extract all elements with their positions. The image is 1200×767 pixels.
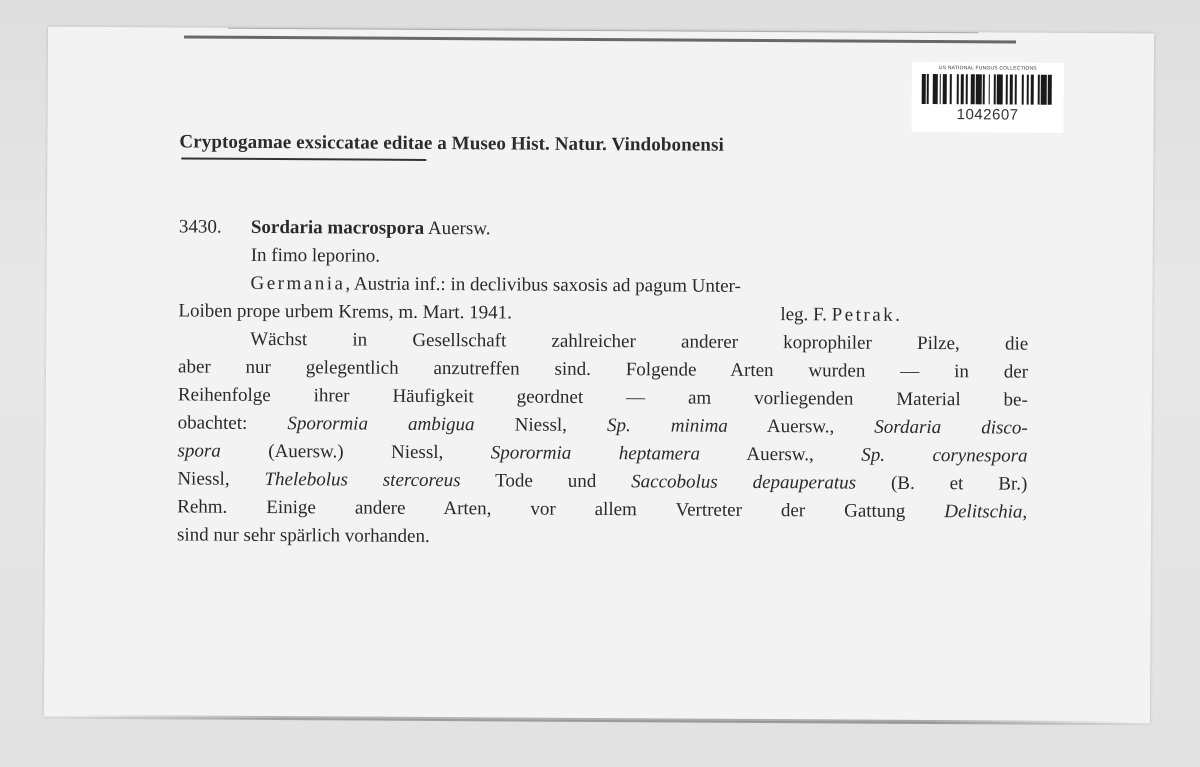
barcode-bar	[1051, 75, 1053, 105]
collector-line	[780, 301, 902, 330]
species-name: Sordaria macrospora	[250, 216, 425, 239]
notes-text-5b: Auersw.,	[699, 443, 862, 466]
locality-2: Loiben prope urbem Krems, m. Mart. 1941.	[178, 300, 512, 324]
label-text	[177, 213, 1029, 554]
notes-text-3: Reihenfolge ihrer Häufigkeit geordnet — am vorliegenden Material be-	[177, 384, 1028, 411]
substrate: In fimo leporino.	[250, 244, 381, 267]
taxon-sporormia-heptamera: Sporormia heptamera	[490, 442, 701, 465]
locality-1: , Austria inf.: in declivibus saxosis ad pagum Unter-	[345, 273, 741, 297]
notes-text-2: aber nur gelegentlich anzutreffen sind. Folgende Arten wurden — in der	[177, 356, 1029, 383]
barcode-label	[911, 62, 1063, 133]
taxon-thelebolus-stercoreus: Thelebolus stercoreus	[264, 468, 461, 492]
taxon-sp-corynespora: Sp. corynespora	[861, 444, 1028, 467]
notes-text-6c: (B. et Br.)	[856, 472, 1028, 495]
taxon-sordaria-discospora-part2: spora	[177, 440, 221, 462]
taxon-sporormia-ambigua: Sporormia ambigua	[287, 413, 475, 436]
notes-text-7a: Rehm. Einige andere Arten, vor allem Vertreter der Gattung	[177, 496, 945, 523]
taxon-delitschia: Delitschia	[944, 501, 1023, 523]
species-author: Auersw.	[427, 217, 491, 240]
herbarium-label	[44, 27, 1154, 724]
notes-text-4c: Auersw.,	[727, 415, 875, 438]
taxon-sp-minima: Sp. minima	[606, 415, 728, 437]
notes-line-8	[177, 521, 1027, 554]
entry-number: 3430.	[178, 216, 222, 238]
notes-text-6a: Niessl,	[177, 468, 265, 490]
notes-text-1: Wächst in Gesellschaft zahlreicher anderer koprophiler Pilze, die	[250, 328, 1029, 355]
series-header-underlined: Cryptogamae exsiccatae	[179, 131, 379, 154]
header-underline	[181, 157, 426, 160]
locality-line-2	[178, 297, 1028, 330]
notes-text-8: sind nur sehr spärlich vorhanden.	[176, 524, 430, 547]
leg-prefix: leg. F.	[780, 304, 827, 326]
series-header-rest: editae a Museo Hist. Natur. Vindobonensi	[383, 132, 724, 156]
notes-text-4b: Niessl,	[474, 414, 608, 437]
series-header	[179, 131, 724, 156]
country: Germania	[250, 272, 346, 295]
top-rule	[184, 35, 1016, 43]
barcode-institution: US NATIONAL FUNGUS COLLECTIONS	[938, 65, 1037, 72]
notes-text-4a: obachtet:	[177, 412, 288, 435]
taxon-sordaria-discospora-part1: Sordaria disco-	[874, 416, 1028, 439]
collector-name: Petrak.	[831, 304, 903, 326]
notes-text-7b: ,	[1022, 501, 1028, 523]
barcode-number: 1042607	[956, 106, 1019, 124]
barcode-icon	[922, 74, 1054, 105]
notes-text-6b: Tode und	[460, 470, 632, 493]
notes-text-5a: (Auersw.) Niessl,	[220, 440, 491, 464]
taxon-saccobolus-depauperatus: Saccobolus depauperatus	[631, 471, 857, 494]
